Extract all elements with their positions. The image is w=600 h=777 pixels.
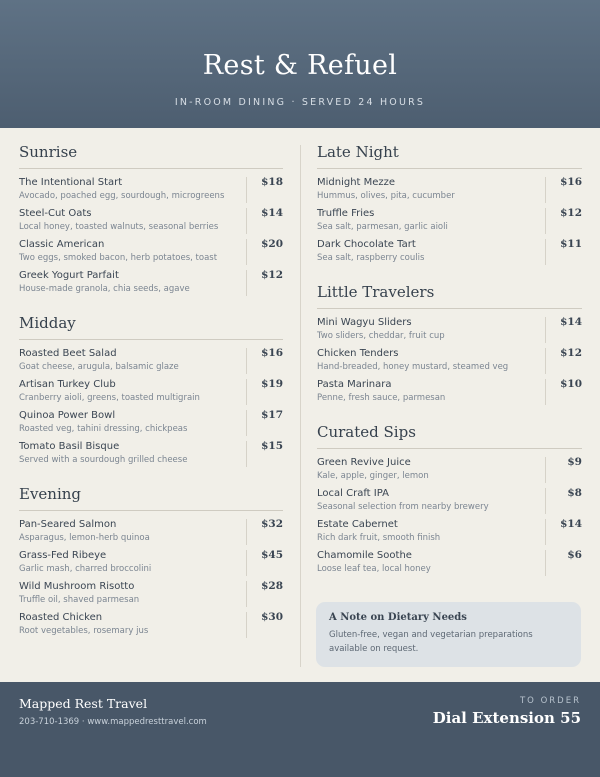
menu-item-name: Chicken Tenders <box>317 348 399 359</box>
menu-section <box>317 283 582 409</box>
menu-item-description: Seasonal selection from nearby brewery <box>317 502 489 512</box>
section-title: Midday <box>19 314 283 340</box>
menu-item-price: $18 <box>261 176 283 188</box>
menu-item-price: $14 <box>560 316 582 328</box>
price-separator <box>545 317 546 343</box>
menu-item-name: Tomato Basil Bisque <box>19 441 120 452</box>
menu-item <box>317 378 582 409</box>
menu-item-name: Midnight Mezze <box>317 177 396 188</box>
menu-item <box>19 176 283 207</box>
price-separator <box>246 581 247 607</box>
right-column <box>317 143 582 594</box>
menu-item-price: $8 <box>567 487 582 499</box>
section-title: Little Travelers <box>317 283 582 309</box>
menu-item-price: $6 <box>567 549 582 561</box>
price-separator <box>246 550 247 576</box>
menu-item-description: Kale, apple, ginger, lemon <box>317 471 429 481</box>
menu-item <box>19 378 283 409</box>
price-separator <box>246 441 247 467</box>
menu-item-description: Truffle oil, shaved parmesan <box>19 595 140 605</box>
menu-item-name: Local Craft IPA <box>317 488 389 499</box>
section-title: Sunrise <box>19 143 283 169</box>
menu-item-name: Grass-Fed Ribeye <box>19 550 107 561</box>
menu-item <box>19 347 283 378</box>
menu-item-price: $10 <box>560 378 582 390</box>
price-separator <box>545 457 546 483</box>
menu-item-name: The Intentional Start <box>19 177 123 188</box>
menu-item-price: $15 <box>261 440 283 452</box>
price-separator <box>246 208 247 234</box>
menu-item <box>317 487 582 518</box>
price-separator <box>246 379 247 405</box>
footer-brand: Mapped Rest Travel <box>19 696 148 711</box>
menu-section <box>317 423 582 580</box>
price-separator <box>545 519 546 545</box>
menu-item <box>317 518 582 549</box>
menu-item-description: Sea salt, raspberry coulis <box>317 253 425 263</box>
menu-item <box>317 549 582 580</box>
menu-footer <box>0 682 600 777</box>
dietary-note <box>316 602 581 667</box>
menu-section <box>19 485 283 642</box>
menu-item-name: Roasted Beet Salad <box>19 348 117 359</box>
menu-item-price: $45 <box>261 549 283 561</box>
menu-item-description: Avocado, poached egg, sourdough, microgreens <box>19 191 225 201</box>
menu-item-price: $14 <box>261 207 283 219</box>
menu-item-price: $32 <box>261 518 283 530</box>
price-separator <box>545 348 546 374</box>
menu-item-name: Pan-Seared Salmon <box>19 519 117 530</box>
menu-item-description: Two sliders, cheddar, fruit cup <box>317 331 445 341</box>
menu-item <box>317 347 582 378</box>
menu-item-description: Cranberry aioli, greens, toasted multigrain <box>19 393 200 403</box>
menu-item-description: Goat cheese, arugula, balsamic glaze <box>19 362 179 372</box>
menu-item <box>19 580 283 611</box>
menu-item-description: Local honey, toasted walnuts, seasonal berries <box>19 222 219 232</box>
menu-item <box>19 440 283 471</box>
menu-title: Rest & Refuel <box>202 50 398 81</box>
menu-item-price: $28 <box>261 580 283 592</box>
price-separator <box>246 239 247 265</box>
menu-item-description: Served with a sourdough grilled cheese <box>19 455 188 465</box>
menu-header <box>0 0 600 128</box>
menu-item <box>19 549 283 580</box>
menu-item <box>19 207 283 238</box>
menu-item <box>317 456 582 487</box>
menu-item-name: Classic American <box>19 239 105 250</box>
menu-item-name: Green Revive Juice <box>317 457 411 468</box>
menu-item-name: Pasta Marinara <box>317 379 392 390</box>
price-separator <box>545 488 546 514</box>
menu-section <box>19 143 283 300</box>
menu-section <box>19 314 283 471</box>
left-column <box>19 143 283 656</box>
menu-item-price: $16 <box>560 176 582 188</box>
price-separator <box>246 348 247 374</box>
section-title: Curated Sips <box>317 423 582 449</box>
menu-item-name: Artisan Turkey Club <box>19 379 116 390</box>
menu-item <box>19 611 283 642</box>
menu-item-description: Root vegetables, rosemary jus <box>19 626 149 636</box>
footer-order-label: TO ORDER <box>519 696 581 706</box>
menu-item-price: $9 <box>567 456 582 468</box>
menu-item-description: Penne, fresh sauce, parmesan <box>317 393 446 403</box>
menu-item <box>19 409 283 440</box>
footer-extension: Dial Extension 55 <box>432 709 581 727</box>
menu-item-price: $12 <box>261 269 283 281</box>
menu-item-name: Wild Mushroom Risotto <box>19 581 135 592</box>
menu-item-price: $14 <box>560 518 582 530</box>
menu-item-name: Steel-Cut Oats <box>19 208 92 219</box>
price-separator <box>545 177 546 203</box>
menu-item <box>19 518 283 549</box>
menu-item-price: $19 <box>261 378 283 390</box>
menu-item <box>317 316 582 347</box>
menu-item-description: Garlic mash, charred broccolini <box>19 564 152 574</box>
menu-item-description: Sea salt, parmesan, garlic aioli <box>317 222 448 232</box>
menu-item-name: Chamomile Soothe <box>317 550 412 561</box>
menu-item-price: $12 <box>560 347 582 359</box>
section-title: Late Night <box>317 143 582 169</box>
menu-item-price: $12 <box>560 207 582 219</box>
menu-section <box>317 143 582 269</box>
menu-item-description: Hand-breaded, honey mustard, steamed veg <box>317 362 509 372</box>
column-divider <box>300 145 301 667</box>
menu-item-name: Estate Cabernet <box>317 519 398 530</box>
menu-item-description: Hummus, olives, pita, cucumber <box>317 191 455 201</box>
menu-item-name: Roasted Chicken <box>19 612 103 623</box>
menu-item-price: $16 <box>261 347 283 359</box>
menu-item <box>317 176 582 207</box>
footer-contact: 203-710-1369 · www.mappedresttravel.com <box>19 717 207 727</box>
price-separator <box>545 550 546 576</box>
dietary-note-body: Gluten-free, vegan and vegetarian preparations available on request. <box>329 630 533 654</box>
price-separator <box>246 519 247 545</box>
price-separator <box>246 612 247 638</box>
menu-item-price: $30 <box>261 611 283 623</box>
price-separator <box>545 208 546 234</box>
menu-item <box>19 269 283 300</box>
menu-item-description: House-made granola, chia seeds, agave <box>19 284 190 294</box>
price-separator <box>545 239 546 265</box>
menu-item-name: Truffle Fries <box>317 208 375 219</box>
menu-item <box>19 238 283 269</box>
menu-item-description: Asparagus, lemon-herb quinoa <box>19 533 150 543</box>
menu-item-name: Dark Chocolate Tart <box>317 239 416 250</box>
menu-item-description: Loose leaf tea, local honey <box>317 564 431 574</box>
menu-item <box>317 238 582 269</box>
menu-item-name: Quinoa Power Bowl <box>19 410 116 421</box>
menu-item-price: $17 <box>261 409 283 421</box>
menu-item-name: Mini Wagyu Sliders <box>317 317 412 328</box>
price-separator <box>246 410 247 436</box>
menu-item <box>317 207 582 238</box>
menu-item-description: Roasted veg, tahini dressing, chickpeas <box>19 424 188 434</box>
menu-item-description: Rich dark fruit, smooth finish <box>317 533 441 543</box>
menu-subtitle: IN-ROOM DINING · SERVED 24 HOURS <box>174 97 426 108</box>
price-separator <box>545 379 546 405</box>
price-separator <box>246 270 247 296</box>
dietary-note-title: A Note on Dietary Needs <box>329 612 467 623</box>
menu-item-price: $20 <box>261 238 283 250</box>
menu-item-price: $11 <box>560 238 582 250</box>
price-separator <box>246 177 247 203</box>
menu-item-description: Two eggs, smoked bacon, herb potatoes, toast <box>19 253 218 263</box>
menu-item-name: Greek Yogurt Parfait <box>19 270 119 281</box>
section-title: Evening <box>19 485 283 511</box>
